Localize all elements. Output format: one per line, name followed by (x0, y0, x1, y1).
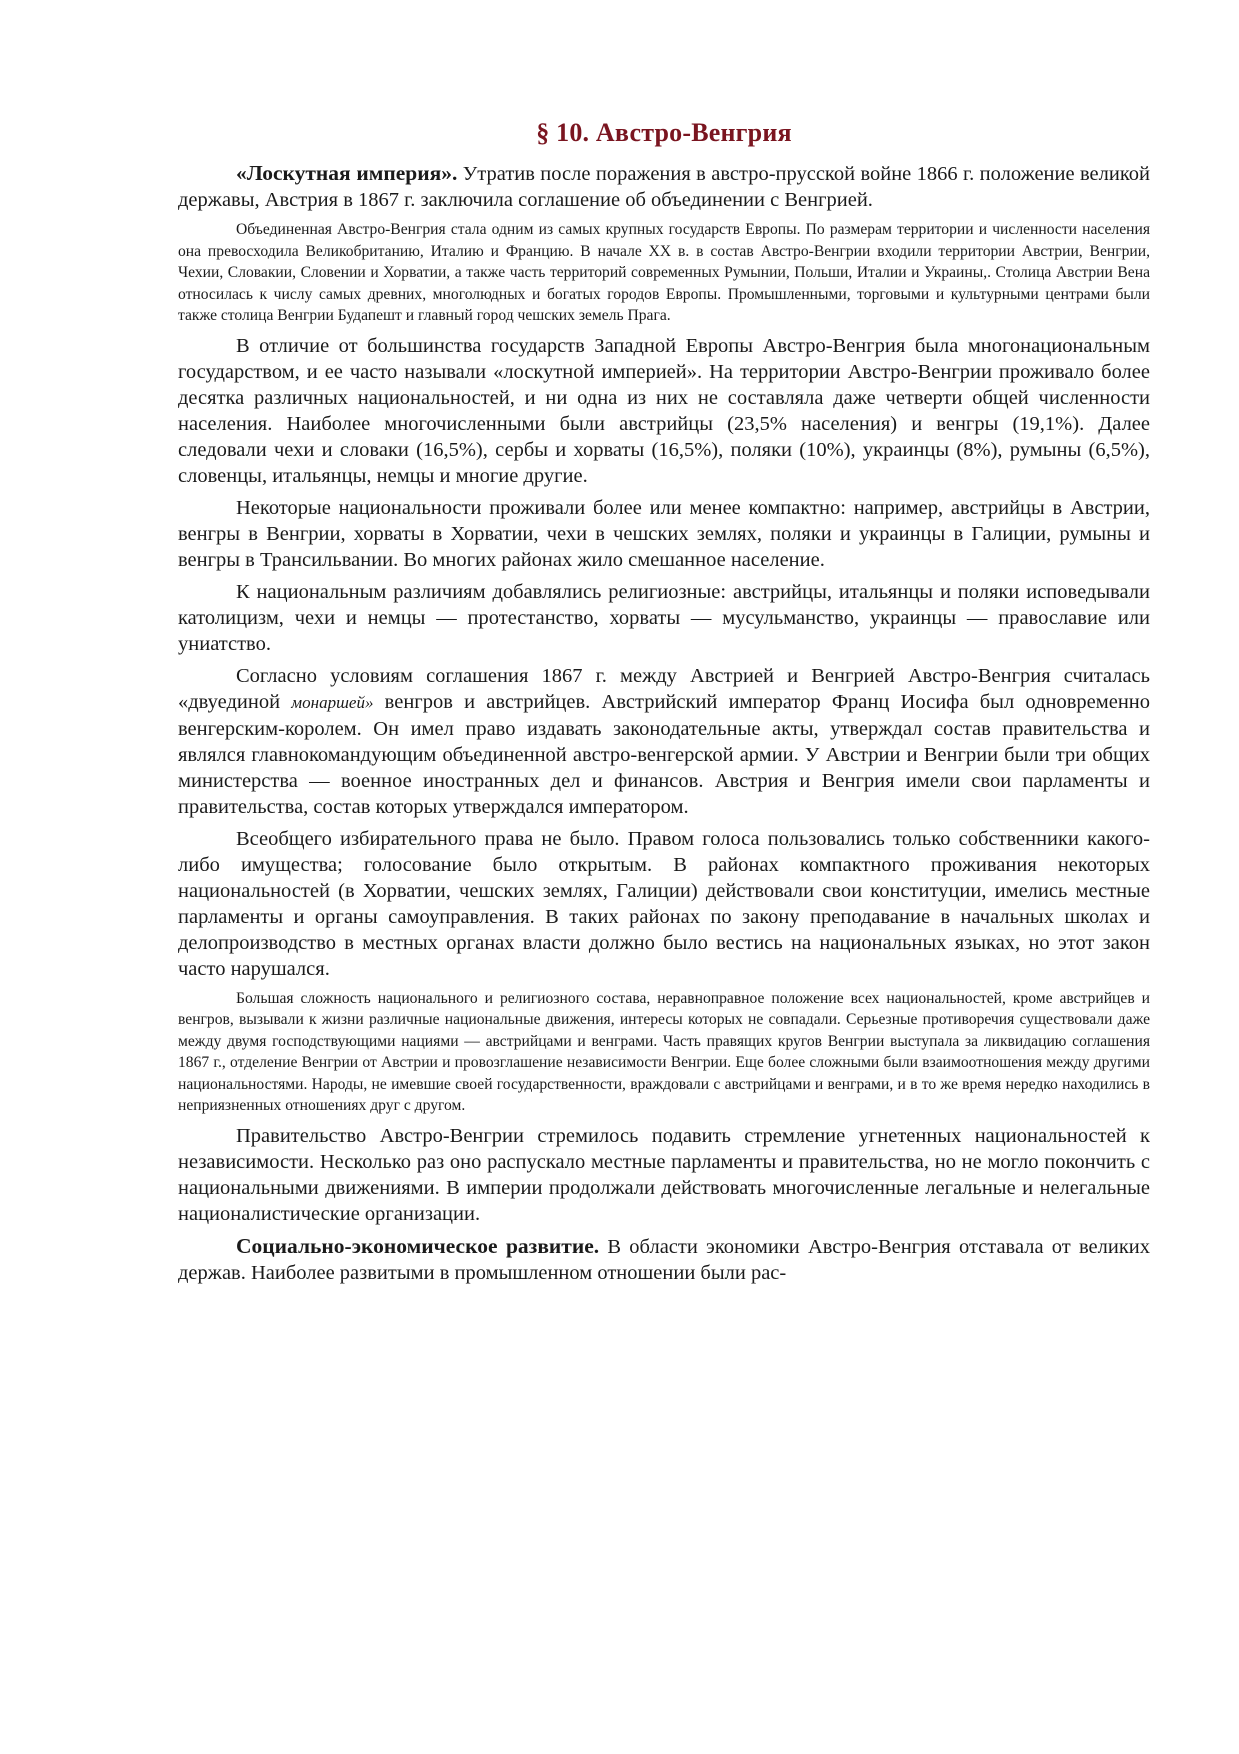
paragraph-intro (178, 160, 1150, 213)
paragraph-dual-monarchy (178, 663, 1150, 820)
paragraph-socio-economic (178, 1233, 1150, 1286)
paragraph-text: Утратив после поражения в австро-прусской войне 1866 г. положение великой державы, Австрия в 1867 г. заключила соглашение об объединении с Венгрией. (178, 163, 1150, 211)
section-heading-socio-economic: Социально-экономическое развитие. (236, 1233, 600, 1258)
document-page (178, 118, 1150, 1292)
paragraph-compact-settlement: Некоторые национальности проживали более или менее компактно: например, австрийцы в Австрии, венгры в Венгрии, хорваты в Хорватии, чехи в чешских землях, поляки и украинцы в Галиции, румыны и венгры в Трансильвании. Во многих районах жило смешанное население. (178, 496, 1150, 571)
small-print-paragraph: Объединенная Австро-Венгрия стала одним из самых крупных государств Европы. По размерам территории и численности населения она превосходила Великобританию, Италию и Францию. В начале XX в. в состав Австро-Венгрии входили территории Австрии, Венгрии, Чехии, Словакии, Словении и Хорватии, а также часть территорий современных Румынии, Польши, Италии и Украины,. Столица Австрии Вена относилась к числу самых древних, многолюдных и богатых городов Европы. Промышленными, торговыми и культурными центрами были также столица Венгрии Будапешт и главный город чешских земель Прага. (178, 221, 1150, 324)
paragraph-text: Согласно условиям соглашения 1867 г. между Австрией и Венгрией Австро-Венгрия считалась «двуединой (178, 664, 1150, 713)
small-print-paragraph: Большая сложность национального и религиозного состава, неравноправное положение всех национальностей, кроме австрийцев и венгров, вызывали к жизни различные национальные движения, интересы которых не совпадали. Серьезные противоречия существовали даже между двумя господствующими нациями — австрийцами и венграми. Часть правящих кругов Венгрии выступала за ликвидацию соглашения 1867 г., отделение Венгрии от Австрии и провозглашение независимости Венгрии. Еще более сложными были взаимоотношения между другими национальностями. Народы, не имевшие своей государственности, враждовали с австрийцами и венграми, и в то же время нередко находились в неприязненных отношениях друг с другом. (178, 989, 1150, 1114)
paragraph-text: венгров и австрийцев. Австрийский император Франц Иосифа был одновременно венгерским-королем. Он имел право издавать законодательные акты, утверждал состав правительства и являлся главнокомандующим объединенной австро-венгерской армии. У Австрии и Венгрии были три общих министерства — военное иностранных дел и финансов. Австрия и Венгрия имели свои парламенты и правительства, состав которых утверждался императором. (178, 690, 1151, 818)
paragraph-text: В области экономики Австро-Венгрия отставала от великих держав. Наиболее развитыми в промышленном отношении были рас- (178, 1235, 1150, 1284)
page-title: § 10. Австро-Венгрия (536, 118, 792, 147)
section-heading-patchwork-empire: «Лоскутная империя». (236, 161, 458, 185)
italic-term: монаршей» (291, 692, 374, 712)
paragraph-nationalities: В отличие от большинства государств Западной Европы Австро-Венгрия была многонациональным государством, и ее часто называли «лоскутной империей». На территории Австро-Венгрии проживало более десятка различных национальностей, и ни одна из них не составляла даже четверти общей численности населения. Наиболее многочисленными были австрийцы (23,5% населения) и венгры (19,1%). Далее следовали чехи и словаки (16,5%), сербы и хорваты (16,5%), поляки (10%), украинцы (8%), румыны (6,5%), словенцы, итальянцы, немцы и многие другие. (178, 334, 1150, 487)
paragraph-religions: К национальным различиям добавлялись религиозные: австрийцы, итальянцы и поляки исповедывали католицизм, чехи и немцы — протестанство, хорваты — мусульманство, украинцы — православие или униатство. (178, 580, 1150, 655)
paragraph-government-suppression: Правительство Австро-Венгрии стремилось подавить стремление угнетенных национальностей к независимости. Несколько раз оно распускало местные парламенты и правительства, но не могло покончить с национальными движениями. В империи продолжали действовать многочисленные легальные и нелегальные националистические организации. (178, 1124, 1150, 1225)
paragraph-suffrage: Всеобщего избирательного права не было. Правом голоса пользовались только собственники какого-либо имущества; голосование было открытым. В районах компактного проживания некоторых национальностей (в Хорватии, чешских землях, Галиции) действовали свои конституции, имелись местные парламенты и органы самоуправления. В таких районах по закону преподавание в начальных школах и делопроизводство в местных органах власти должно было вестись на национальных языках, но этот закон часто нарушался. (178, 827, 1150, 980)
